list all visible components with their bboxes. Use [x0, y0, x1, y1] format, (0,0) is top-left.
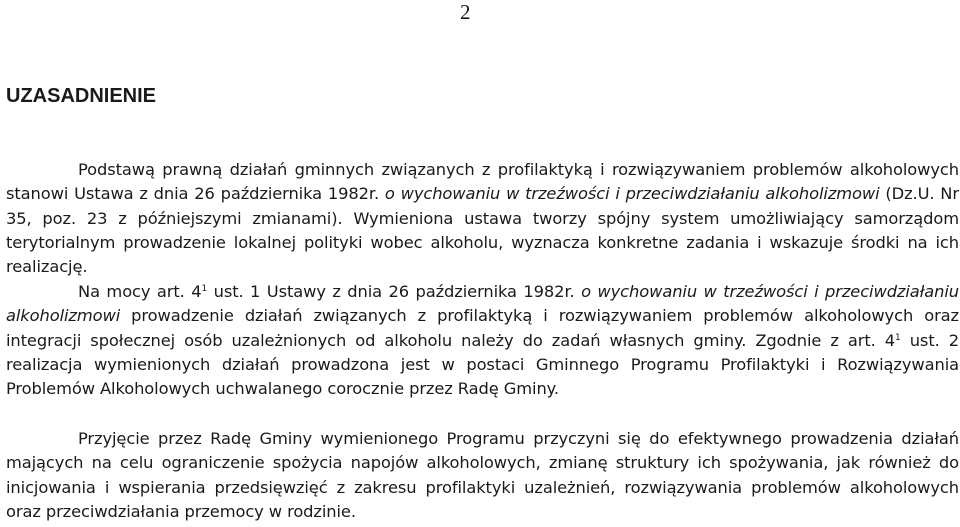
document-heading: UZASADNIENIE [6, 85, 157, 107]
paragraph2-text-1: Na mocy art. 4 [78, 282, 202, 301]
paragraph1-act-title: o wychowaniu w trzeźwości i przeciwdziałaniu alkoholizmowi [384, 184, 880, 204]
paragraph1-text-1: Podstawą prawną działań gminnych związanych z profilaktyką i rozwiązywaniem problemów alkoholowych stanowi Ustawa z dnia 26 października 1982r. [6, 160, 959, 204]
paragraph-legal-basis [6, 158, 959, 279]
page-number: 2 [460, 0, 471, 24]
paragraph-article-reference [6, 280, 959, 401]
paragraph2-superscript-2: 1 [895, 332, 901, 343]
paragraph2-act-title: o wychowaniu w trzeźwości i przeciwdziałaniu alkoholizmowi [6, 282, 959, 326]
paragraph2-text-2: ust. 1 Ustawy z dnia 26 października 1982r. [207, 282, 582, 301]
paragraph3-text: Przyjęcie przez Radę Gminy wymienionego Programu przyczyni się do efektywnego prowadzenia działań mających na celu ograniczenie spożycia napojów alkoholowych, zmianę struktury ich spożywania, jak również do inicjowania i wspierania przedsięwzięć z zakresu profilaktyki uzależnień, rozwiązywania problemów alkoholowych oraz przeciwdziałania przemocy w rodzinie. [6, 429, 959, 521]
paragraph2-text-4: ust. 2 realizacja wymienionych działań prowadzona jest w postaci Gminnego Programu Profilaktyki i Rozwiązywania Problemów Alkoholowych uchwalanego corocznie przez Radę Gminy. [6, 330, 959, 399]
paragraph1-text-2: (Dz.U. Nr 35, poz. 23 z późniejszymi zmianami). Wymieniona ustawa tworzy spójny system umożliwiający samorządom terytorialnym prowadzenie lokalnej polityki wobec alkoholu, wyznacza konkretne zadania i wskazuje środki na ich realizację. [6, 184, 959, 277]
paragraph2-superscript-1: 1 [201, 284, 208, 294]
paragraph-program-adoption [6, 427, 959, 524]
paragraph2-text-3: prowadzenie działań związanych z profilaktyką i rozwiązywaniem problemów alkoholowych oraz integracji społecznej osób uzależnionych od alkoholu należy do zadań własnych gminy. Zgodnie z art. 4 [6, 306, 959, 350]
